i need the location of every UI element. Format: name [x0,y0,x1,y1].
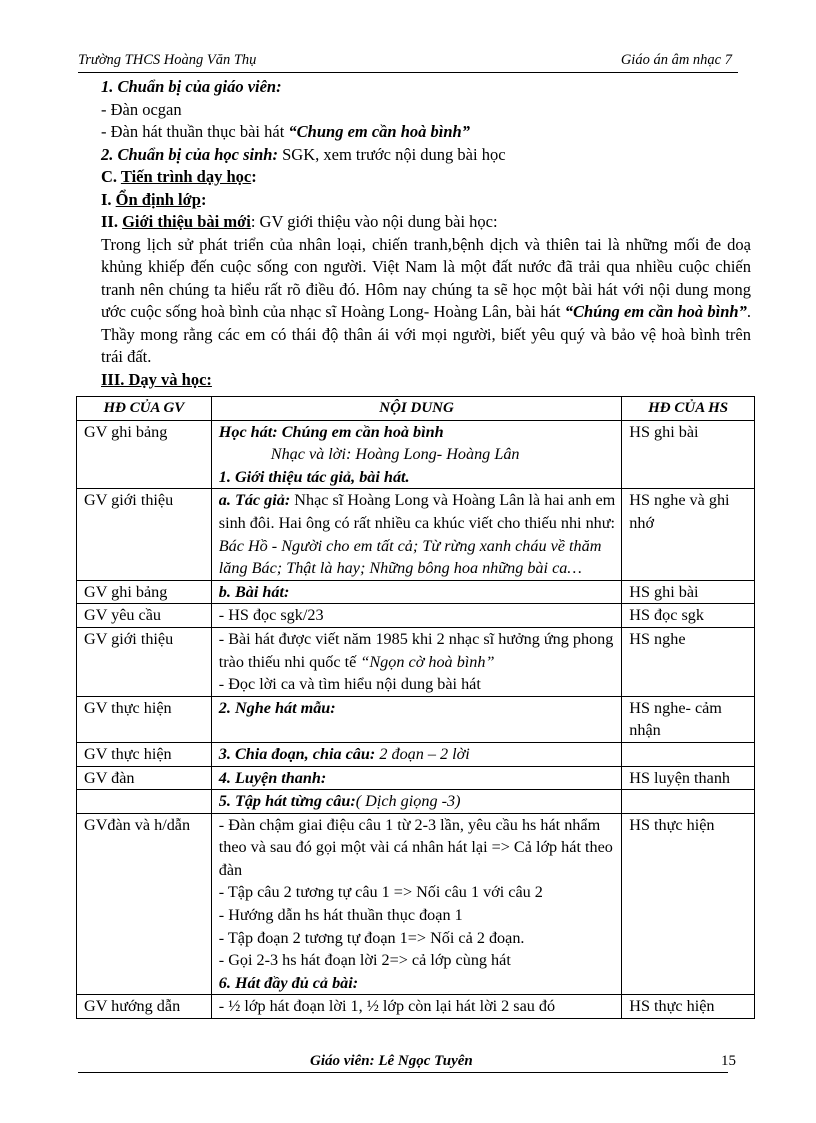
gv-activity: GV đàn [77,766,212,790]
hs-activity: HS luyện thanh [622,766,755,790]
content-text: 4. Luyện thanh: [218,768,327,787]
table-body [77,420,755,1018]
intro-paragraph [101,234,751,369]
content-line [219,904,618,927]
content-cell [211,580,622,604]
content-text: Bác Hồ - Người cho em tất cả; Từ rừng xanh cháu về thăm lăng Bác; Thật là hay; Những bông hoa những bài ca… [218,536,602,578]
content-cell [211,420,622,489]
hs-activity [622,742,755,766]
table-row [77,790,755,814]
school-name: Trường THCS Hoàng Văn Thụ [78,52,257,68]
lesson-table [76,396,755,1019]
header-hs: HĐ CỦA HS [622,397,755,421]
table-row [77,696,755,742]
footer-rule [78,1072,728,1073]
table-row [77,995,755,1019]
content-line [219,489,618,534]
section-1-title: Ổn định lớp [115,189,201,209]
content-cell [211,696,622,742]
content-text: - Đàn chậm giai điệu câu 1 từ 2-3 lần, yêu cầu hs hát nhẩm theo và sau đó gọi một vài cá nhân hát lại => Cả lớp hát theo đàn [218,815,613,879]
content-cell [211,995,622,1019]
student-prep-text: SGK, xem trước nội dung bài học [277,144,506,164]
page-number: 15 [721,1053,736,1069]
table-row [77,489,755,580]
content-text: 1. Giới thiệu tác giả, bài hát. [218,467,410,486]
content-line [219,673,618,696]
hs-activity [622,790,755,814]
content-line [219,466,618,489]
table-row [77,580,755,604]
content-line [219,743,618,766]
content-line [219,581,618,604]
content-cell [211,489,622,580]
gv-activity [77,790,212,814]
song-title: “Chung em cần hoà bình” [288,122,470,141]
content-line [219,628,618,673]
content-text: b. Bài hát: [218,582,290,601]
section-c-prefix: C. [101,167,121,186]
content-cell [211,790,622,814]
section-2-prefix: II. [101,212,123,231]
student-prep-title: 2. Chuẩn bị của học sinh: [101,144,278,164]
table-header-row [77,397,755,421]
content-text-italic: 2 đoạn – 2 lời [375,744,470,763]
table-row [77,420,755,489]
content-line [219,972,618,995]
teacher-prep-title: 1. Chuẩn bị của giáo viên: [101,77,282,96]
hs-activity: HS ghi bài [622,580,755,604]
content-line [219,443,618,466]
gv-activity: GV thực hiện [77,742,212,766]
intro-song: “Chúng em cần hoà bình” [564,302,747,321]
header-content: NỘI DUNG [211,397,622,421]
gv-activity: GV ghi bảng [77,580,212,604]
content-text: Nhạc và lời: Hoàng Long- Hoàng Lân [270,445,520,464]
content-line [219,949,618,972]
section-1-suffix: : [200,189,207,209]
content-text: - Tập câu 2 tương tự câu 1 => Nối câu 1 với câu 2 [218,883,543,902]
content-text: - Gọi 2-3 hs hát đoạn lời 2=> cả lớp cùng hát [218,951,511,970]
content-line [219,790,618,813]
content-text: 3. Chia đoạn, chia câu: [218,744,376,763]
content-line [219,814,618,882]
gv-activity: GV giới thiệu [77,627,212,696]
content-cell [211,742,622,766]
teacher-prep-item-1: - Đàn ocgan [101,99,182,119]
hs-activity: HS thực hiện [622,995,755,1019]
hs-activity: HS nghe và ghi nhớ [622,489,755,580]
hs-activity: HS nghe- cảm nhận [622,696,755,742]
section-2-title: Giới thiệu bài mới [122,212,251,231]
content-cell [211,627,622,696]
content-text: - Hướng dẫn hs hát thuần thục đoạn 1 [218,906,463,925]
gv-activity: GV giới thiệu [77,489,212,580]
content-text: Học hát: Chúng em cần hoà bình [218,422,444,441]
gv-activity: GV ghi bảng [77,420,212,489]
content-line [219,535,618,580]
teacher-prep-item-2: - Đàn hát thuần thục bài hát [101,122,289,141]
intro-text-1: Trong lịch sử phát triển của nhân loại, chiến tranh,bệnh dịch và thiên tai là những mối đe doạ khủng khiếp đến cuộc sống con người. Việt Nam là một đất nước đã trải qua nhiều cuộc chiến tranh nên chúng ta hiểu rất rõ điều đó. Hôm nay chúng ta sẽ học một bài hát với nội dung mong ước cuộc sống hoà bình của nhạc sĩ Hoàng Long- Hoàng Lân, bài hát [101,234,751,321]
content-line [219,995,618,1018]
gv-activity: GV hướng dẫn [77,995,212,1019]
gv-activity: GV yêu cầu [77,604,212,628]
hs-activity: HS nghe [622,627,755,696]
content-text: 5. Tập hát từng câu: [218,792,356,811]
section-3-title: III. Dạy và học: [101,369,212,389]
page-footer [78,1053,738,1073]
table-row [77,742,755,766]
section-2-suffix: : GV giới thiệu vào nội dung bài học: [250,212,498,231]
content-text: - ½ lớp hát đoạn lời 1, ½ lớp còn lại hát lời 2 sau đó [218,997,556,1016]
content-text: 6. Hát đầy đủ cả bài: [218,973,359,992]
footer-teacher: Giáo viên: Lê Ngọc Tuyên [310,1053,473,1069]
content-cell [211,766,622,790]
table-row [77,766,755,790]
content-line [219,927,618,950]
content-line [219,767,618,790]
content-cell [211,813,622,995]
table-row [77,813,755,995]
header-gv: HĐ CỦA GV [77,397,212,421]
content-line [219,604,618,627]
content-text-rest: Nhạc sĩ Hoàng Long và Hoàng Lân là hai anh em sinh đôi. Hai ông có rất nhiều ca khúc viết cho thiếu nhi như: [218,491,616,532]
hs-activity: HS ghi bài [622,420,755,489]
gv-activity: GV thực hiện [77,696,212,742]
lesson-body [101,76,751,391]
content-text: - Đọc lời ca và tìm hiểu nội dung bài hát [218,675,481,694]
subject-name: Giáo án âm nhạc 7 [620,52,732,68]
section-1-prefix: I. [101,189,116,209]
intro-text-2: . Thầy mong rằng các em có thái độ thân ái với mọi người, biết yêu quý và bảo vệ hoà bình trên trái đất. [101,302,751,366]
content-text: a. Tác giả: [218,491,291,510]
content-cell [211,604,622,628]
content-text: 2. Nghe hát mẫu: [218,698,336,717]
section-c-suffix: : [251,167,257,186]
content-text: - Bài hát được viết năm 1985 khi 2 nhạc sĩ hưởng ứng phong trào thiếu nhi quốc tế [218,629,614,671]
content-line [219,421,618,444]
table-row [77,604,755,628]
gv-activity: GVđàn và h/dẫn [77,813,212,995]
content-text-italic: “Ngọn cờ hoà bình” [360,652,495,671]
content-line [219,697,618,720]
content-text: - HS đọc sgk/23 [218,606,324,625]
content-line [219,881,618,904]
content-text: - Tập đoạn 2 tương tự đoạn 1=> Nối cả 2 đoạn. [218,928,525,947]
hs-activity: HS đọc sgk [622,604,755,628]
content-text-italic: ( Dịch giọng -3) [355,792,461,811]
hs-activity: HS thực hiện [622,813,755,995]
section-c-title: Tiến trình dạy học [120,167,252,186]
table-row [77,627,755,696]
page-header [78,50,738,73]
